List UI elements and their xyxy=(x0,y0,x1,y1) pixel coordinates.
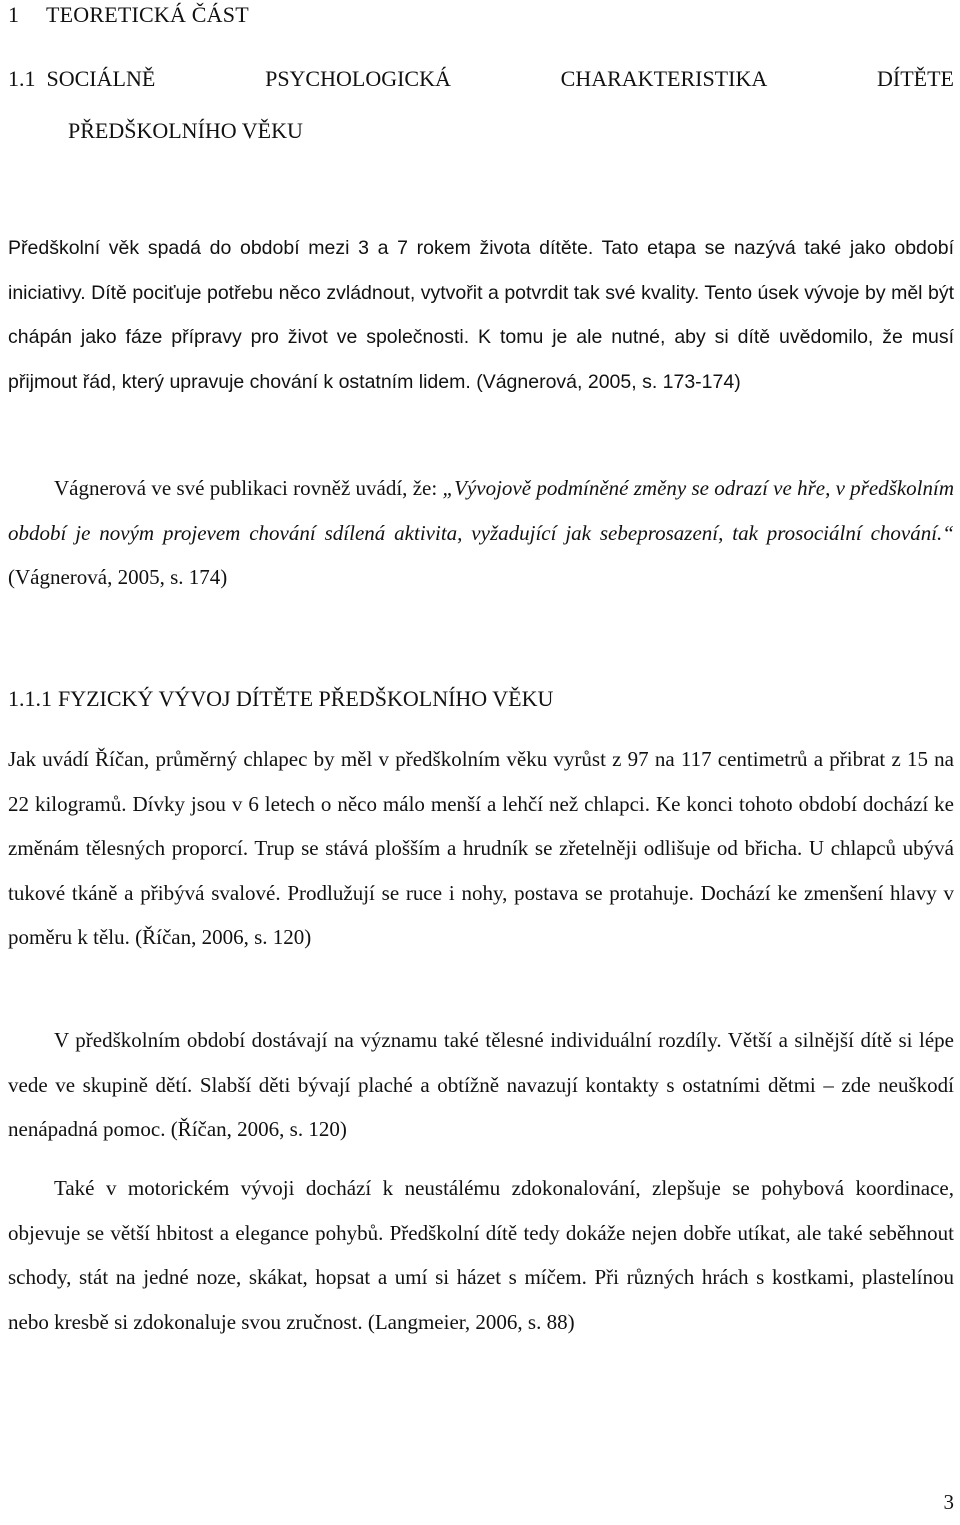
quote-intro: Vágnerová ve své publikaci rovněž uvádí, že: xyxy=(54,476,443,500)
subsection-title: FYZICKÝ VÝVOJ DÍTĚTE PŘEDŠKOLNÍHO VĚKU xyxy=(58,686,554,711)
subsection-number: 1.1.1 xyxy=(8,686,52,711)
section-title-word: CHARAKTERISTIKA xyxy=(560,66,768,91)
section-heading xyxy=(8,66,954,144)
chapter-heading xyxy=(8,2,249,28)
paragraph-quote xyxy=(8,466,954,600)
quote-text: „Vývojově podmíněné změny se odrazí ve hře, v předškolním období je novým projevem chování sdílená aktivita, vyžadující jak sebeprosazení, tak prosociální chování.“ xyxy=(8,476,954,545)
chapter-title: TEORETICKÁ ČÁST xyxy=(46,2,249,27)
paragraph-intro: Předškolní věk spadá do období mezi 3 a 7 rokem života dítěte. Tato etapa se nazývá také jako období iniciativy. Dítě pociťuje potřebu něco zvládnout, vytvořit a potvrdit tak své kvality. Tento úsek vývoje by měl být chápán jako fáze přípravy pro život ve společnosti. K tomu je ale nutné, aby si dítě uvědomilo, že musí přijmout řád, který upravuje chování k ostatním lidem. (Vágnerová, 2005, s. 173-174) xyxy=(8,237,954,393)
section-title-word: PSYCHOLOGICKÁ xyxy=(265,66,451,91)
quote-citation: (Vágnerová, 2005, s. 174) xyxy=(8,565,228,589)
subsection-heading xyxy=(8,686,553,712)
section-title-word: DÍTĚTE xyxy=(877,66,954,91)
chapter-number: 1 xyxy=(8,2,20,27)
section-title-word: SOCIÁLNĚ xyxy=(46,66,156,91)
section-title-line2: PŘEDŠKOLNÍHO VĚKU xyxy=(68,118,303,143)
paragraph-physical-growth: Jak uvádí Říčan, průměrný chlapec by měl v předškolním věku vyrůst z 97 na 117 centimetrů a přibrat z 15 na 22 kilogramů. Dívky jsou v 6 letech o něco málo menší a lehčí než chlapci. Ke konci tohoto období dochází ke změnám tělesných proporcí. Trup se stává plošším a hrudník se zřetelněji odlišuje od břicha. U chlapců ubývá tukové tkáně a přibývá svalové. Prodlužují se ruce i nohy, postava se protahuje. Dochází ke zmenšení hlavy v poměru k tělu. (Říčan, 2006, s. 120) xyxy=(8,747,954,949)
page-number: 3 xyxy=(943,1490,954,1514)
section-number: 1.1 xyxy=(8,66,36,91)
paragraph-individual-differences: V předškolním období dostávají na významu také tělesné individuální rozdíly. Větší a silnější dítě si lépe vede ve skupině dětí. Slabší děti bývají plaché a obtížně navazují kontakty s ostatními dětmi – zde neuškodí nenápadná pomoc. (Říčan, 2006, s. 120) xyxy=(8,1028,954,1141)
paragraph-motor-development: Také v motorickém vývoji dochází k neustálému zdokonalování, zlepšuje se pohybová koordinace, objevuje se větší hbitost a elegance pohybů. Předškolní dítě tedy dokáže nejen dobře utíkat, ale také seběhnout schody, stát na jedné noze, skákat, hopsat a umí si házet s míčem. Při různých hrách s kostkami, plastelínou nebo kresbě si zdokonaluje svou zručnost. (Langmeier, 2006, s. 88) xyxy=(8,1176,954,1334)
